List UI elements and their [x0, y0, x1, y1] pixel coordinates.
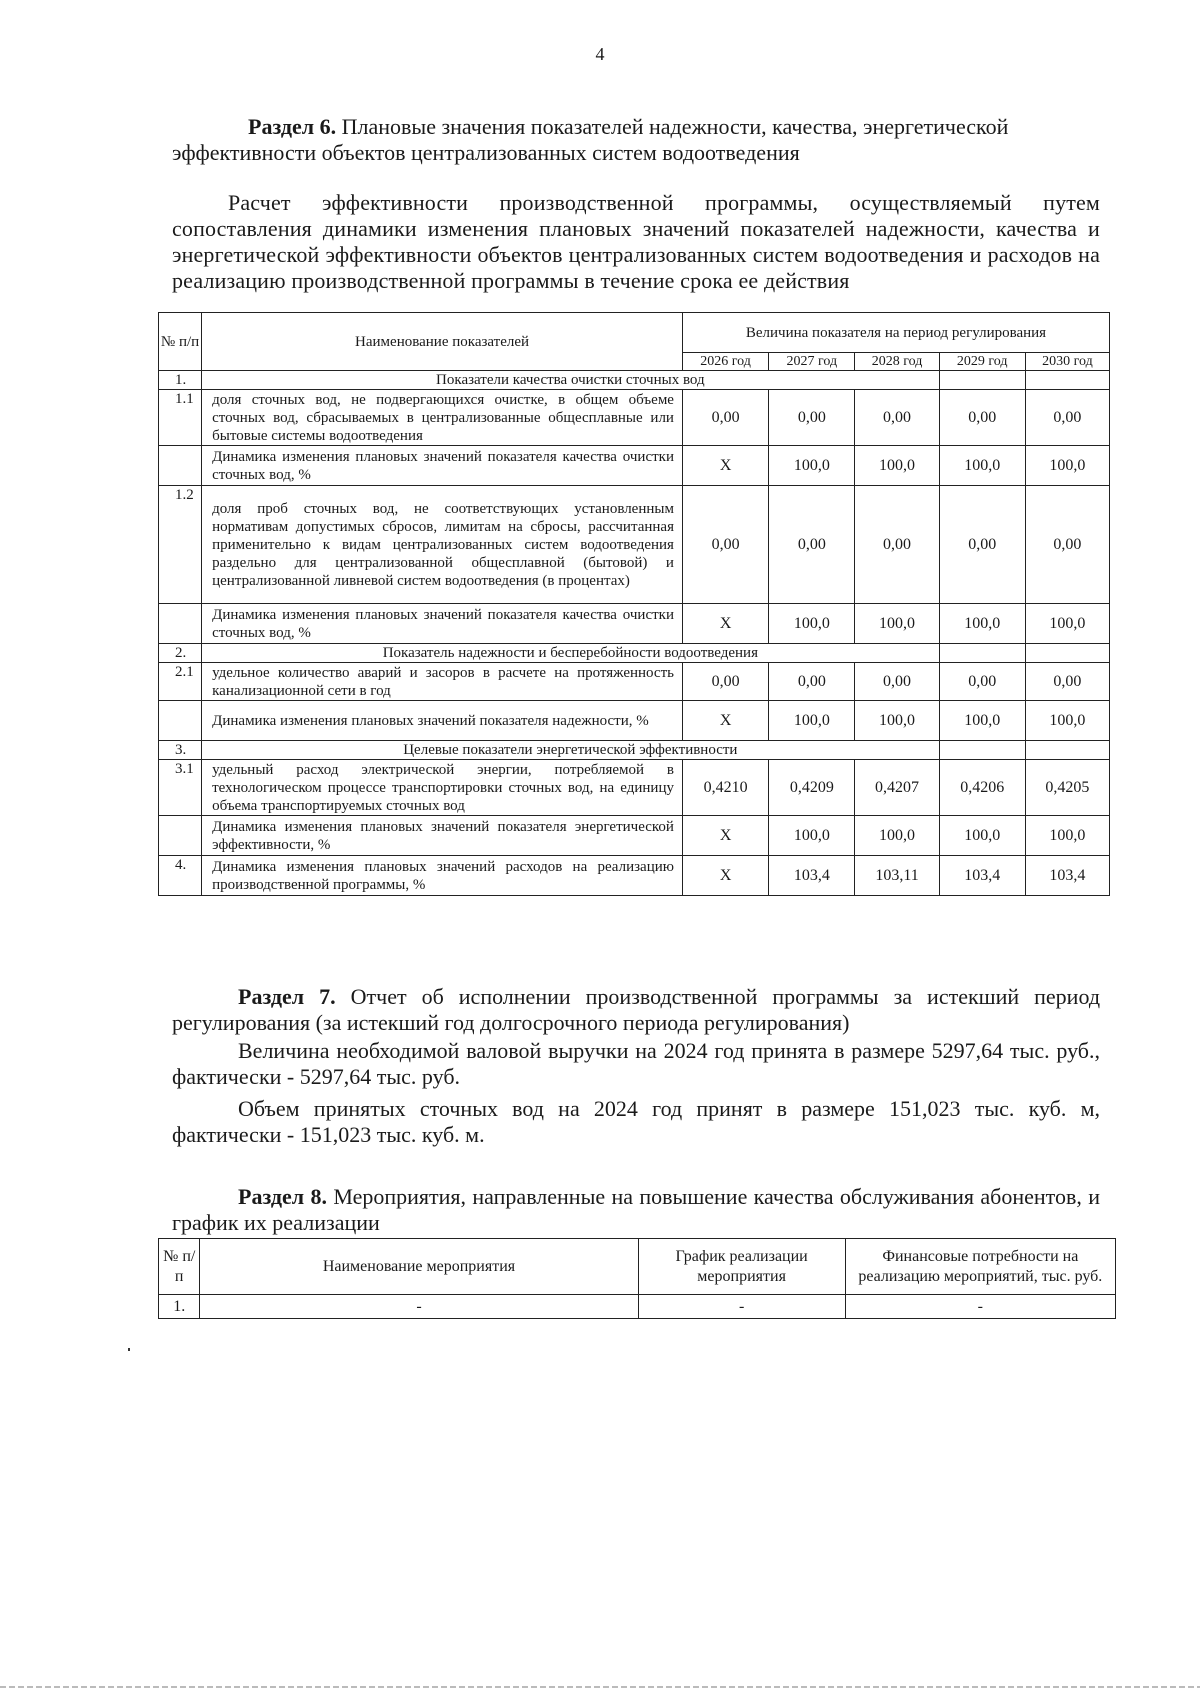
- header-year: 2030 год: [1025, 353, 1109, 371]
- indicator-value: 100,0: [1025, 446, 1109, 486]
- header-year: 2027 год: [769, 353, 855, 371]
- indicator-value: 100,0: [939, 701, 1025, 741]
- row-number: 3.: [159, 741, 202, 760]
- indicator-value: 0,4205: [1025, 760, 1109, 816]
- row-number: 1.2: [159, 486, 202, 604]
- indicator-value: Х: [682, 701, 768, 741]
- indicator-value: 100,0: [1025, 816, 1109, 856]
- row-number: 1.1: [159, 390, 202, 446]
- indicator-value: 100,0: [855, 701, 939, 741]
- measures-header-num: № п/п: [159, 1239, 200, 1295]
- header-num: № п/п: [159, 313, 202, 371]
- indicator-value: 100,0: [1025, 604, 1109, 644]
- row-number: 3.1: [159, 760, 202, 816]
- indicator-name: Динамика изменения плановых значений показателя качества очистки сточных вод, %: [202, 604, 683, 644]
- header-year: 2029 год: [939, 353, 1025, 371]
- indicator-name: доля проб сточных вод, не соответствующих установленным нормативам допустимых сбросов, лимитам на сбросы, рассчитанная применительно к видам централизованных систем водоотведения раздельно для централизованной общесплавной (бытовой) и централизованной ливневой систем водоотведения (в процентах): [202, 486, 683, 604]
- row-number: [159, 604, 202, 644]
- section-7-volume-paragraph: [172, 1096, 1100, 1148]
- group-title: Целевые показатели энергетической эффективности: [202, 741, 939, 760]
- table-row: [159, 701, 1110, 741]
- indicator-value: 0,00: [1025, 663, 1109, 701]
- indicator-value: 100,0: [769, 816, 855, 856]
- scan-speck: [128, 1348, 130, 1351]
- indicator-value: 0,00: [769, 486, 855, 604]
- indicator-value: 0,4207: [855, 760, 939, 816]
- row-number: 4.: [159, 856, 202, 896]
- indicator-value: 0,00: [855, 663, 939, 701]
- section-7-label: Раздел 7.: [238, 984, 336, 1009]
- measures-table: [158, 1238, 1116, 1319]
- section-7-heading: [172, 984, 1100, 1036]
- empty-cell: [939, 371, 1025, 390]
- indicator-value: 100,0: [855, 816, 939, 856]
- measures-cell-finance: -: [845, 1295, 1115, 1319]
- indicator-value: 103,4: [1025, 856, 1109, 896]
- group-title: Показатель надежности и бесперебойности водоотведения: [202, 644, 939, 663]
- indicator-value: 0,4206: [939, 760, 1025, 816]
- indicator-value: 103,11: [855, 856, 939, 896]
- indicator-value: Х: [682, 446, 768, 486]
- section-6-intro: [172, 190, 1100, 294]
- table-row: [159, 390, 1110, 446]
- section-7-revenue-paragraph: [172, 1038, 1100, 1090]
- indicator-value: 0,00: [769, 663, 855, 701]
- section-6-intro-text: Расчет эффективности производственной программы, осуществляемый путем сопоставления динамики изменения плановых значений показателей надежности, качества и энергетической эффективности объектов централизованных систем водоотведения и расходов на реализацию производственной программы в течение срока ее действия: [172, 190, 1100, 293]
- indicator-name: Динамика изменения плановых значений показателя надежности, %: [202, 701, 683, 741]
- row-number: 2.1: [159, 663, 202, 701]
- section-6-title-line1: Плановые значения показателей надежности, качества, энергетической: [341, 114, 1009, 139]
- table-row: [159, 446, 1110, 486]
- section-6-heading: [172, 114, 1100, 166]
- empty-cell: [1025, 644, 1109, 663]
- indicator-name: доля сточных вод, не подвергающихся очистке, в общем объеме сточных вод, сбрасываемых в централизованные общесплавные или бытовые системы водоотведения: [202, 390, 683, 446]
- table-row: [159, 816, 1110, 856]
- indicator-value: 100,0: [769, 701, 855, 741]
- indicator-value: 100,0: [939, 816, 1025, 856]
- indicator-value: 100,0: [855, 604, 939, 644]
- indicator-value: 0,00: [939, 663, 1025, 701]
- scan-edge-line: [0, 1686, 1200, 1688]
- section-7-volume-text: Объем принятых сточных вод на 2024 год принят в размере 151,023 тыс. куб. м, фактически - 151,023 тыс. куб. м.: [172, 1096, 1100, 1147]
- page-number: 4: [595, 44, 605, 64]
- table-row: [159, 856, 1110, 896]
- group-title: Показатели качества очистки сточных вод: [202, 371, 939, 390]
- section-7-title: Отчет об исполнении производственной программы за истекший период регулирования (за истекший год долгосрочного периода регулирования): [172, 984, 1101, 1035]
- indicator-value: 0,00: [939, 390, 1025, 446]
- indicator-value: Х: [682, 604, 768, 644]
- indicator-value: 0,4209: [769, 760, 855, 816]
- row-number: [159, 446, 202, 486]
- indicator-value: 0,00: [855, 486, 939, 604]
- empty-cell: [1025, 741, 1109, 760]
- section-7-revenue-text: Величина необходимой валовой выручки на 2024 год принята в размере 5297,64 тыс. руб., фактически - 5297,64 тыс. руб.: [172, 1038, 1100, 1089]
- section-6-title-line2: эффективности объектов централизованных систем водоотведения: [172, 140, 800, 165]
- section-8-title: Мероприятия, направленные на повышение качества обслуживания абонентов, и график их реализации: [172, 1184, 1101, 1235]
- section-8-label: Раздел 8.: [238, 1184, 327, 1209]
- table-group-row: [159, 741, 1110, 760]
- table-row: [159, 663, 1110, 701]
- indicator-value: 100,0: [769, 604, 855, 644]
- indicator-value: 0,00: [1025, 390, 1109, 446]
- measures-cell-schedule: -: [638, 1295, 845, 1319]
- indicator-value: 0,00: [1025, 486, 1109, 604]
- table-group-row: [159, 644, 1110, 663]
- table-row: [159, 604, 1110, 644]
- header-period: Величина показателя на период регулирования: [682, 313, 1109, 353]
- empty-cell: [1025, 371, 1109, 390]
- row-number: 2.: [159, 644, 202, 663]
- table-group-row: [159, 371, 1110, 390]
- indicator-value: Х: [682, 856, 768, 896]
- indicator-name: удельный расход электрической энергии, потребляемой в технологическом процессе транспортировки сточных вод, на единицу объема транспортируемых сточных вод: [202, 760, 683, 816]
- indicator-value: 0,00: [855, 390, 939, 446]
- section-6-label: Раздел 6.: [248, 114, 337, 139]
- header-name: Наименование показателей: [202, 313, 683, 371]
- indicator-value: 0,00: [769, 390, 855, 446]
- empty-cell: [939, 741, 1025, 760]
- section-8-heading: [172, 1184, 1100, 1236]
- measures-header-schedule: График реализации мероприятия: [638, 1239, 845, 1295]
- measures-cell-num: 1.: [159, 1295, 200, 1319]
- table-row: [159, 486, 1110, 604]
- indicator-value: 0,00: [682, 390, 768, 446]
- row-number: 1.: [159, 371, 202, 390]
- row-number: [159, 701, 202, 741]
- indicators-table: [158, 312, 1110, 896]
- table-row: [159, 760, 1110, 816]
- indicator-value: 100,0: [939, 604, 1025, 644]
- empty-cell: [939, 644, 1025, 663]
- indicator-value: 103,4: [939, 856, 1025, 896]
- header-year: 2028 год: [855, 353, 939, 371]
- measures-cell-name: -: [200, 1295, 638, 1319]
- indicator-value: Х: [682, 816, 768, 856]
- indicator-value: 0,00: [682, 663, 768, 701]
- indicator-value: 0,4210: [682, 760, 768, 816]
- row-number: [159, 816, 202, 856]
- indicator-value: 0,00: [682, 486, 768, 604]
- indicator-value: 103,4: [769, 856, 855, 896]
- measures-header-name: Наименование мероприятия: [200, 1239, 638, 1295]
- indicator-name: Динамика изменения плановых значений показателя энергетической эффективности, %: [202, 816, 683, 856]
- measures-header-finance: Финансовые потребности на реализацию мероприятий, тыс. руб.: [845, 1239, 1115, 1295]
- indicator-value: 100,0: [1025, 701, 1109, 741]
- indicator-value: 100,0: [855, 446, 939, 486]
- indicator-name: Динамика изменения плановых значений показателя качества очистки сточных вод, %: [202, 446, 683, 486]
- indicator-name: Динамика изменения плановых значений расходов на реализацию производственной программы, %: [202, 856, 683, 896]
- indicator-value: 100,0: [939, 446, 1025, 486]
- indicator-value: 100,0: [769, 446, 855, 486]
- indicator-name: удельное количество аварий и засоров в расчете на протяженность канализационной сети в год: [202, 663, 683, 701]
- header-year: 2026 год: [682, 353, 768, 371]
- indicator-value: 0,00: [939, 486, 1025, 604]
